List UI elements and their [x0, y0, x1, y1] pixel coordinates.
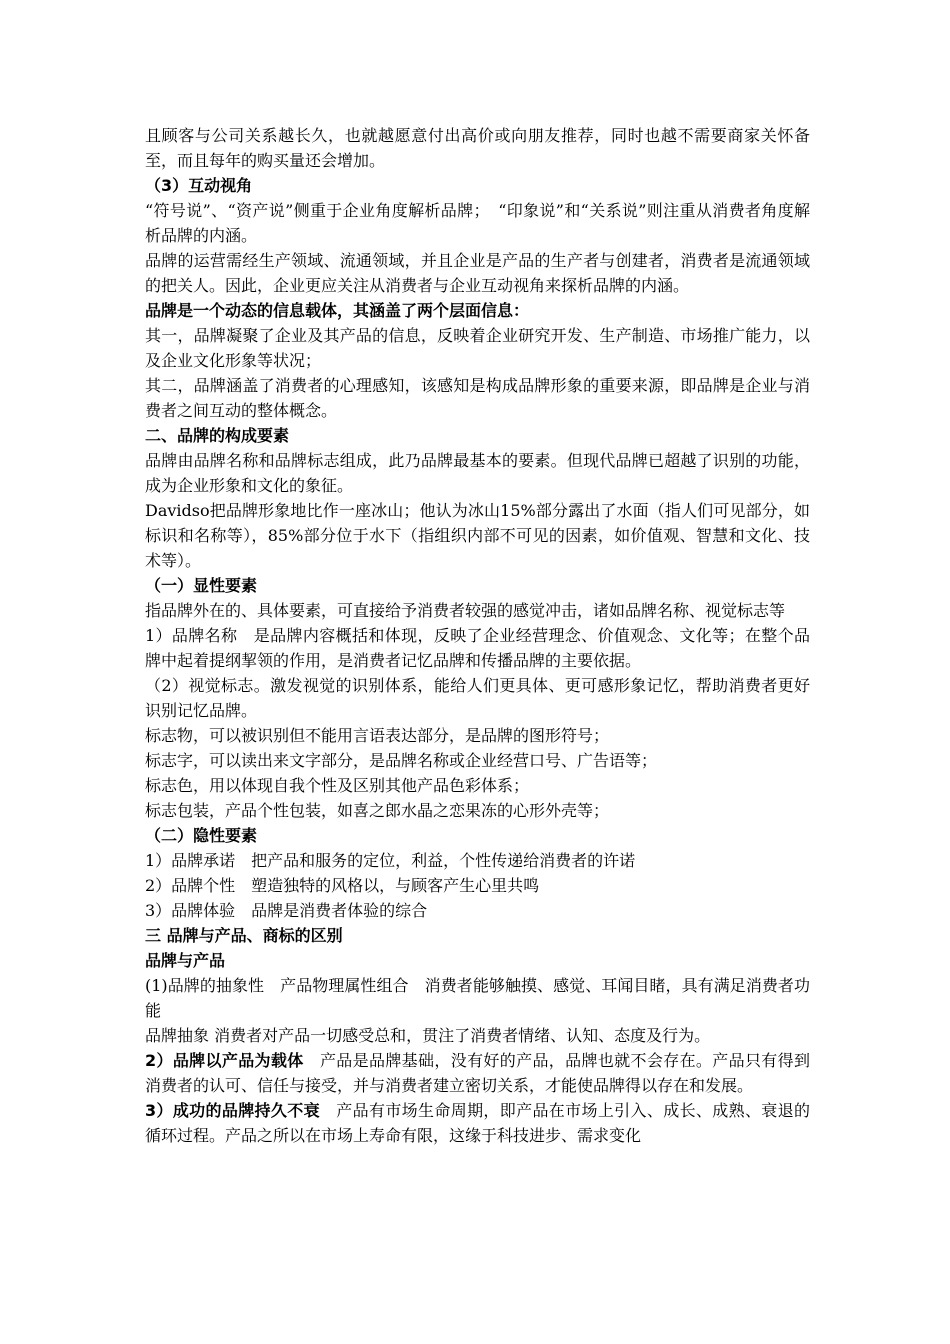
body-paragraph: 标志包装，产品个性包装，如喜之郎水晶之恋果冻的心形外壳等；	[145, 801, 610, 820]
body-paragraph: “符号说”、“资产说”侧重于企业角度解析品牌； “印象说”和“关系说”则注重从消费者角度解析品牌的内涵。	[145, 201, 810, 245]
paragraph-text: 产品有市场生命周期，即产品在市场上引入、成长、成熟、衰退的循环过程。产品之所以在市场上寿命有限，这缘于科技进步、需求变化	[145, 1101, 810, 1145]
section-heading: 三 品牌与产品、商标的区别	[145, 926, 343, 945]
body-paragraph: 品牌抽象 消费者对产品一切感受总和，贯注了消费者情绪、认知、态度及行为。	[145, 1026, 711, 1045]
body-paragraph: 标志色，用以体现自我个性及区别其他产品色彩体系；	[145, 776, 530, 795]
body-paragraph: 3）品牌体验 品牌是消费者体验的综合	[145, 901, 428, 920]
section-heading: 二、品牌的构成要素	[145, 426, 290, 445]
body-paragraph: 其二，品牌涵盖了消费者的心理感知，该感知是构成品牌形象的重要来源，即品牌是企业与消费者之间互动的整体概念。	[145, 376, 810, 420]
section-heading: 品牌是一个动态的信息载体，其涵盖了两个层面信息：	[145, 301, 530, 320]
paragraph-text: 产品是品牌基础，没有好的产品，品牌也就不会存在。产品只有得到消费者的认可、信任与接受，并与消费者建立密切关系，才能使品牌得以存在和发展。	[145, 1051, 810, 1095]
body-paragraph: 1）品牌名称 是品牌内容概括和体现，反映了企业经营理念、价值观念、文化等；在整个品牌中起着提纲挈领的作用，是消费者记忆品牌和传播品牌的主要依据。	[145, 626, 810, 670]
body-paragraph: (1)品牌的抽象性 产品物理属性组合 消费者能够触摸、感觉、耳闻目睹，具有满足消费者功能	[145, 976, 810, 1020]
body-paragraph: 品牌的运营需经生产领域、流通领域，并且企业是产品的生产者与创建者，消费者是流通领域的把关人。因此，企业更应关注从消费者与企业互动视角来探析品牌的内涵。	[145, 251, 810, 295]
body-paragraph: 指品牌外在的、具体要素，可直接给予消费者较强的感觉冲击，诸如品牌名称、视觉标志等	[145, 601, 786, 620]
section-heading: 品牌与产品	[145, 951, 226, 970]
body-paragraph: 标志字，可以读出来文字部分，是品牌名称或企业经营口号、广告语等；	[145, 751, 658, 770]
paragraph-lead: 2）品牌以产品为载体	[145, 1051, 304, 1070]
section-heading: （一）显性要素	[145, 576, 258, 595]
body-paragraph: 2）品牌个性 塑造独特的风格以，与顾客产生心里共鸣	[145, 876, 540, 895]
section-heading: （二）隐性要素	[145, 826, 258, 845]
document-body	[145, 123, 810, 1148]
body-paragraph: 其一，品牌凝聚了企业及其产品的信息，反映着企业研究开发、生产制造、市场推广能力，以及企业文化形象等状况；	[145, 326, 810, 370]
body-paragraph	[145, 1098, 810, 1148]
body-paragraph	[145, 1048, 810, 1098]
body-paragraph: 1）品牌承诺 把产品和服务的定位，利益，个性传递给消费者的许诺	[145, 851, 636, 870]
section-heading: （3）互动视角	[145, 176, 253, 195]
body-paragraph: Davidso把品牌形象地比作一座冰山；他认为冰山15%部分露出了水面（指人们可见部分，如标识和名称等），85%部分位于水下（指组织内部不可见的因素，如价值观、智慧和文化、技术等）。	[145, 501, 810, 570]
paragraph-lead: 3）成功的品牌持久不衰	[145, 1101, 320, 1120]
body-paragraph: 标志物，可以被识别但不能用言语表达部分，是品牌的图形符号；	[145, 726, 610, 745]
body-paragraph: （2）视觉标志。激发视觉的识别体系，能给人们更具体、更可感形象记忆，帮助消费者更好识别记忆品牌。	[145, 676, 810, 720]
body-paragraph: 且顾客与公司关系越长久，也就越愿意付出高价或向朋友推荐，同时也越不需要商家关怀备至，而且每年的购买量还会增加。	[145, 126, 810, 170]
body-paragraph: 品牌由品牌名称和品牌标志组成，此乃品牌最基本的要素。但现代品牌已超越了识别的功能，成为企业形象和文化的象征。	[145, 451, 810, 495]
